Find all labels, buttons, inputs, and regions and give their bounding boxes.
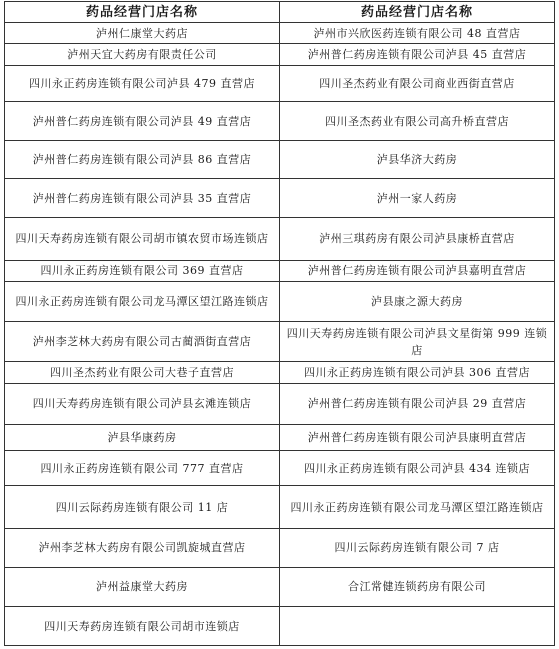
store-cell: 泸州普仁药房连锁有限公司泸县 86 直营店 [5,140,280,179]
store-cell: 四川云际药房连锁有限公司 7 店 [280,528,555,567]
store-cell: 四川云际药房连锁有限公司 11 店 [5,486,280,529]
table-row [5,450,555,486]
store-cell: 泸州普仁药房连锁有限公司泸县嘉明直营店 [280,260,555,281]
store-cell: 四川永正药房连锁有限公司泸县 306 直营店 [280,362,555,383]
store-cell: 四川圣杰药业有限公司大巷子直营店 [5,362,280,383]
store-cell: 四川永正药房连锁有限公司泸县 479 直营店 [5,65,280,102]
table-row [5,425,555,450]
store-cell: 泸州普仁药房连锁有限公司泸县 49 直营店 [5,102,280,141]
store-cell: 泸州普仁药房连锁有限公司泸县 35 直营店 [5,179,280,218]
table-row [5,65,555,102]
store-cell: 四川天寿药房连锁有限公司胡市连锁店 [5,607,280,646]
store-cell: 合江常健连锁药房有限公司 [280,567,555,607]
table-row [5,567,555,607]
store-list-table [4,1,555,646]
table-row [5,383,555,425]
store-cell: 泸州普仁药房连锁有限公司泸县 45 直营店 [280,44,555,65]
table-row [5,102,555,141]
table-row [5,362,555,383]
store-cell: 泸州李芝林大药房有限公司凯旋城直营店 [5,528,280,567]
store-cell: 泸州李芝林大药房有限公司古蔺酒街直营店 [5,321,280,362]
store-cell: 泸州仁康堂大药店 [5,23,280,44]
store-cell: 泸州市兴欣医药连锁有限公司 48 直营店 [280,23,555,44]
store-cell: 泸县华济大药房 [280,140,555,179]
store-cell [280,607,555,646]
store-cell: 四川永正药房连锁有限公司 777 直营店 [5,450,280,486]
table-row [5,607,555,646]
table-row [5,23,555,44]
table-row [5,44,555,65]
header-cell-left: 药品经营门店名称 [5,2,280,23]
store-cell: 泸县康之源大药房 [280,282,555,322]
store-cell: 泸州一家人药房 [280,179,555,218]
table-row [5,486,555,529]
table-row [5,321,555,362]
store-cell: 四川天寿药房连锁有限公司泸县玄滩连锁店 [5,383,280,425]
table-row [5,260,555,281]
table-row [5,140,555,179]
store-cell: 四川圣杰药业有限公司商业西街直营店 [280,65,555,102]
store-cell: 泸州益康堂大药房 [5,567,280,607]
table-row [5,282,555,322]
store-cell: 泸州普仁药房连锁有限公司泸县 29 直营店 [280,383,555,425]
store-cell: 四川永正药房连锁有限公司龙马潭区望江路连锁店 [280,486,555,529]
table-row [5,528,555,567]
store-cell: 泸州三琪药房有限公司泸县康桥直营店 [280,218,555,261]
store-cell: 泸州天宜大药房有限责任公司 [5,44,280,65]
table-row [5,179,555,218]
store-cell: 四川永正药房连锁有限公司 369 直营店 [5,260,280,281]
store-cell: 四川天寿药房连锁有限公司泸县文星街第 999 连锁店 [280,321,555,362]
header-row [5,2,555,23]
store-cell: 四川永正药房连锁有限公司泸县 434 连锁店 [280,450,555,486]
store-cell: 四川天寿药房连锁有限公司胡市镇农贸市场连锁店 [5,218,280,261]
table-row [5,218,555,261]
store-cell: 泸县华康药房 [5,425,280,450]
store-cell: 四川永正药房连锁有限公司龙马潭区望江路连锁店 [5,282,280,322]
store-cell: 泸州普仁药房连锁有限公司泸县康明直营店 [280,425,555,450]
store-cell: 四川圣杰药业有限公司高升桥直营店 [280,102,555,141]
header-cell-right: 药品经营门店名称 [280,2,555,23]
